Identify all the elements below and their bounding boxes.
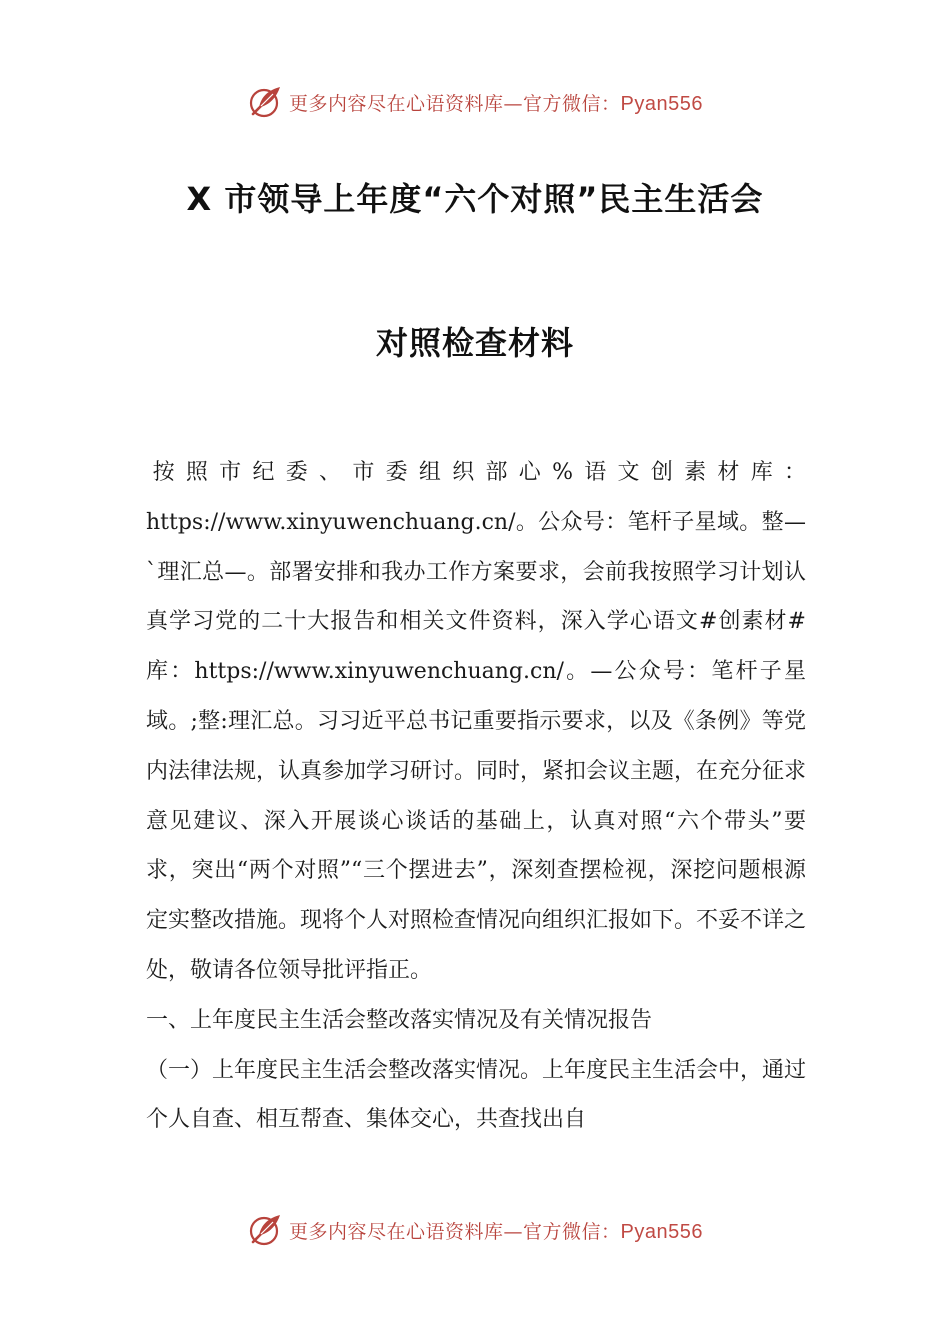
watermark-wechat-id: Pyan556 — [620, 92, 703, 115]
header-watermark-banner — [0, 80, 950, 124]
document-body — [146, 448, 806, 1145]
body-paragraph-subsection-1: （一）上年度民主生活会整改落实情况。上年度民主生活会中，通过个人自查、相互帮查、集体交心，共查找出自 — [146, 1057, 807, 1133]
document-title-line-1: X 市领导上年度“六个对照”民主生活会 — [186, 180, 764, 218]
quill-logo-icon — [247, 84, 283, 120]
watermark-text — [289, 1217, 703, 1244]
footer-watermark-banner — [0, 1208, 950, 1252]
section-heading-1: 一、上年度民主生活会整改落实情况及有关情况报告 — [146, 1007, 653, 1033]
body-paragraph-intro: 按照市纪委、市委组织部心%语文创素材库：https://www.xinyuwenchuang.cn/。公众号：笔杆子星域。整—`理汇总—。部署安排和我办工作方案要求，会前我按照学习计划认真学习党的二十大报告和相关文件资料，深入学心语文#创素材#库：https://www.xinyuwenchuang.cn/。—公众号：笔杆子星域。;整:理汇总。习习近平总书记重要指示要求，以及《条例》等党内法律法规，认真参加学习研讨。同时，紧扣会议主题，在充分征求意见建议、深入开展谈心谈话的基础上，认真对照“六个带头”要求，突出“两个对照”“三个摆进去”，深刻查摆检视，深挖问题根源定实整改措施。现将个人对照检查情况向组织汇报如下。不妥不详之处，敬请各位领导批评指正。 — [146, 460, 807, 983]
watermark-text-cn: 更多内容尽在心语资料库—官方微信： — [289, 92, 621, 115]
watermark-text-cn: 更多内容尽在心语资料库—官方微信： — [289, 1220, 621, 1243]
document-title-line-2: 对照检查材料 — [375, 324, 574, 362]
quill-logo-icon — [247, 1212, 283, 1248]
watermark-wechat-id: Pyan556 — [620, 1220, 703, 1243]
watermark-text — [289, 89, 703, 116]
